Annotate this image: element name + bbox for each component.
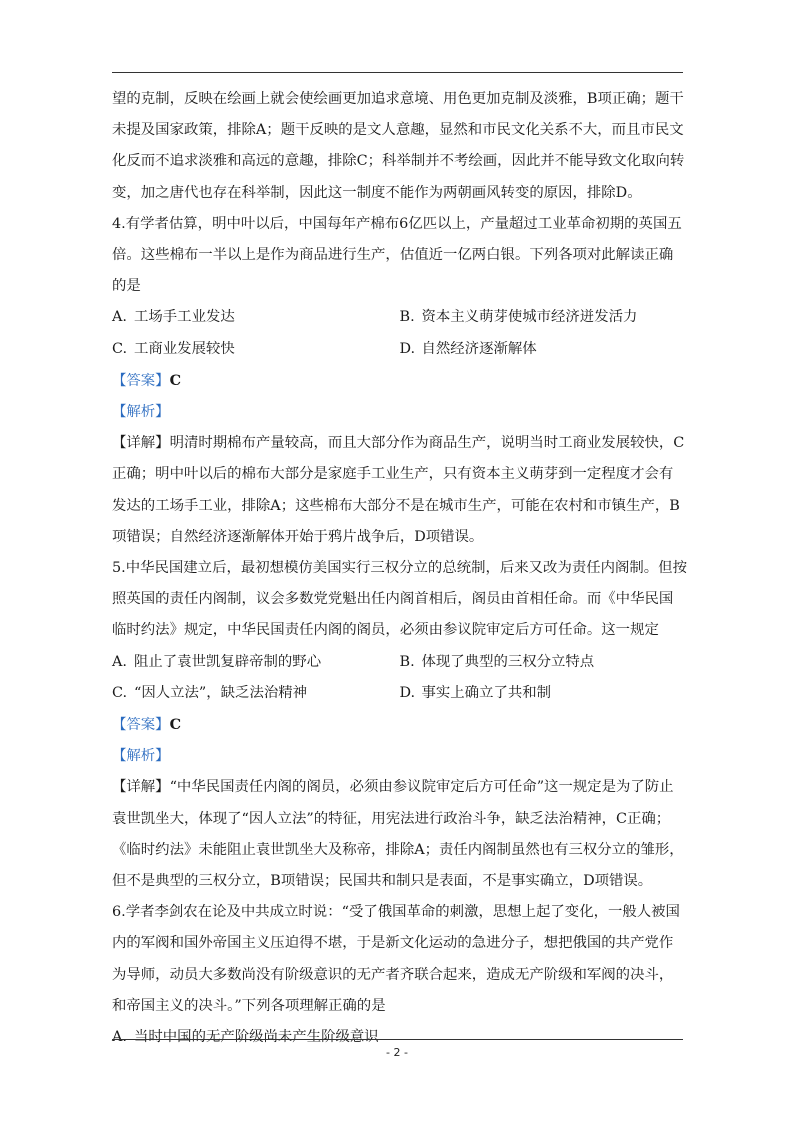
question-5-detail: 【详解】“中华民国责任内阁的阁员，必须由参议院审定后方可任命”这一规定是为了防止袁世凯坐大，体现了“因人立法”的特征，用宪法进行政治斗争，缺乏法治精神，C正确；《临时约法》未能阻止袁世凯坐大及称帝，排除A；责任内阁制虽然也有三权分立的雏形，但不是典型的三权分立，B项错误；民国共和制只是表面，不是事实确立，D项错误。 xyxy=(112,779,684,890)
question-5-option-b: B. 体现了典型的三权分立特点 xyxy=(399,653,595,670)
detail-tag: 【详解】 xyxy=(112,435,170,452)
header-rule xyxy=(112,72,683,73)
question-4-options xyxy=(112,302,687,364)
question-6-option-a: A. 当时中国的无产阶级尚未产生阶级意识 xyxy=(112,1029,379,1046)
question-4-option-c: C. 工商业发展较快 xyxy=(112,340,235,357)
page-content xyxy=(112,84,687,1053)
question-5-option-d: D. 事实上确立了共和制 xyxy=(399,684,552,701)
answer-tag: 【答案】 xyxy=(112,372,170,389)
question-4-answer xyxy=(112,365,687,397)
previous-analysis-tail: 望的克制，反映在绘画上就会使绘画更加追求意境、用色更加克制及淡雅，B项正确；题干未提及国家政策，排除A；题干反映的是文人意趣，显然和市民文化关系不大，而且市民文化反而不追求淡雅和高远的意趣，排除C；科举制并不考绘画，因此并不能导致文化取向转变，加之唐代也存在科举制，因此这一制度不能作为两朝画风转变的原因，排除D。 xyxy=(112,91,685,201)
page-number: - 2 - xyxy=(386,1046,408,1059)
question-6-stem: 6.学者李剑农在论及中共成立时说：“受了俄国革命的刺激，思想上起了变化，一般人被国内的军阀和国外帝国主义压迫得不堪，于是新文化运动的急进分子，想把俄国的共产党作为导师，动员大多数尚没有阶级意识的无产者齐联合起来，造成无产阶级和军阀的决斗，和帝国主义的决斗。”下列各项理解正确的是 xyxy=(112,904,680,1014)
question-4-option-a: A. 工场手工业发达 xyxy=(112,309,235,326)
question-4-stem: 4.有学者估算，明中叶以后，中国每年产棉布6亿匹以上，产量超过工业革命初期的英国五倍。这些棉布一半以上是作为商品进行生产，估值近一亿两白银。下列各项对此解读正确的是 xyxy=(112,215,682,295)
footer-rule xyxy=(112,1039,683,1040)
answer-value: C xyxy=(169,716,182,734)
question-4-analysis-tag: 【解析】 xyxy=(112,404,170,421)
question-5-stem: 5.中华民国建立后，最初想模仿美国实行三权分立的总统制，后来又改为责任内阁制。但按照英国的责任内阁制，议会多数党党魁出任内阁首相后，阁员由首相任命。而《中华民国临时约法》规定，中华民国责任内阁的阁员，必须由参议院审定后方可任命。这一规定 xyxy=(112,560,687,639)
detail-tag: 【详解】 xyxy=(112,779,170,796)
question-4-detail: 【详解】明清时期棉布产量较高，而且大部分作为商品生产，说明当时工商业发展较快，C正确；明中叶以后的棉布大部分是家庭手工业生产，只有资本主义萌芽到一定程度才会有发达的工场手工业，排除A；这些棉布大部分不是在城市生产，可能在农村和市镇生产，B项错误；自然经济逐渐解体开始于鸦片战争后，D项错误。 xyxy=(112,435,685,545)
question-5-options xyxy=(112,647,687,709)
answer-tag: 【答案】 xyxy=(112,717,170,734)
question-4-option-b: B. 资本主义萌芽使城市经济迸发活力 xyxy=(399,309,638,326)
question-5-analysis-tag: 【解析】 xyxy=(112,748,170,765)
question-5-answer xyxy=(112,709,687,741)
question-4-option-d: D. 自然经济逐渐解体 xyxy=(399,340,537,357)
question-5-option-a: A. 阻止了袁世凯复辟帝制的野心 xyxy=(112,653,322,670)
answer-value: C xyxy=(169,371,182,389)
question-5-option-c: C. “因人立法”，缺乏法治精神 xyxy=(112,684,308,701)
